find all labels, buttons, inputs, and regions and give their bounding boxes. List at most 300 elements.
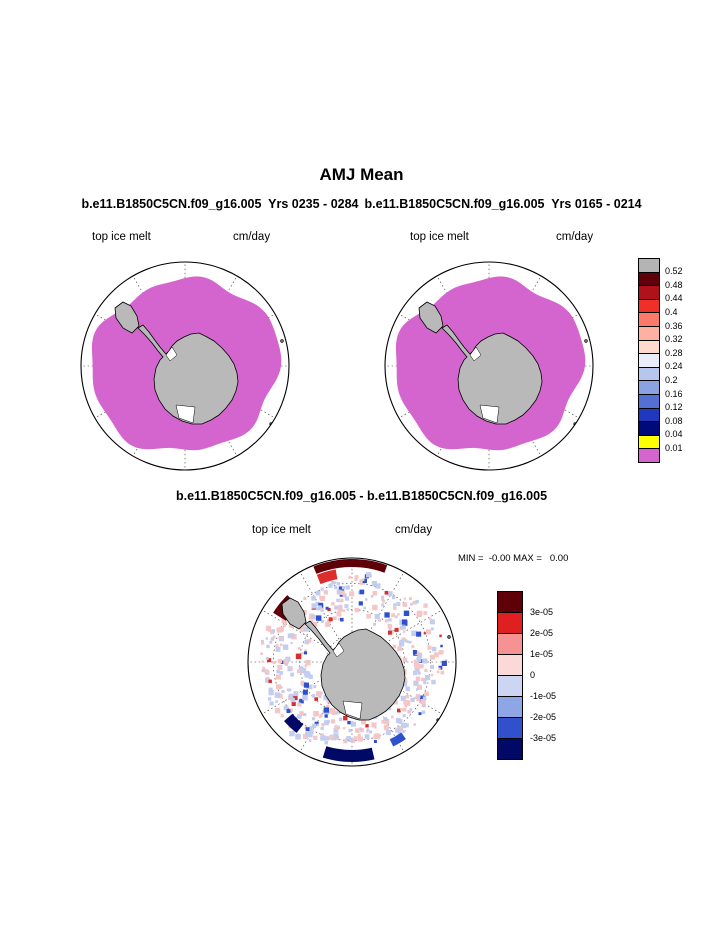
diff-speckle — [329, 710, 333, 714]
diff-speckle — [289, 694, 293, 698]
diff-speckle — [409, 597, 412, 600]
map-content — [81, 262, 289, 470]
diff-speckle — [393, 603, 396, 606]
diff-speckle — [381, 596, 384, 599]
diff-speckle — [343, 727, 346, 730]
diff-speckle — [269, 641, 272, 644]
diff-speckle — [406, 687, 411, 692]
colorbar-box — [497, 654, 523, 676]
diff-speckle — [440, 645, 443, 648]
diff-speckle — [340, 618, 344, 622]
diff-speckle — [348, 576, 351, 579]
diff-speckle — [266, 645, 270, 649]
diff-speckle — [313, 711, 319, 717]
minmax-label: MIN = -0.00 MAX = 0.00 — [458, 553, 569, 564]
colorbar-box — [497, 633, 523, 655]
diff-speckle — [336, 712, 338, 714]
diff-speckle — [366, 614, 371, 619]
diff-speckle — [365, 598, 368, 601]
case-label-difference: b.e11.B1850C5CN.f09_g16.005 - b.e11.B1850C5CN.f09_g16.005 — [175, 489, 548, 503]
diff-speckle — [343, 610, 345, 612]
diff-speckle — [277, 665, 282, 670]
diff-speckle — [336, 599, 340, 603]
colorbar-box — [638, 380, 660, 395]
colorbar-box — [638, 435, 660, 450]
diff-speckle — [321, 588, 324, 591]
diff-speckle — [314, 697, 318, 701]
colorbar-tick-label: 0.2 — [665, 374, 678, 385]
diff-speckle — [349, 591, 354, 596]
diff-speckle — [424, 669, 427, 672]
diff-speckle — [316, 591, 321, 596]
diff-speckle — [264, 669, 268, 673]
diff-speckle — [426, 629, 431, 634]
diff-speckle — [334, 726, 338, 730]
diff-speckle — [391, 716, 394, 719]
diff-speckle — [312, 694, 316, 698]
diff-speckle — [283, 645, 288, 650]
map-content — [248, 558, 456, 766]
diff-speckle — [423, 681, 426, 684]
island-speck — [281, 340, 284, 343]
diff-speckle — [276, 647, 281, 652]
diff-speckle — [381, 720, 385, 724]
diff-speckle — [374, 726, 376, 728]
diff-speckle — [266, 626, 271, 631]
diff-speckle — [275, 692, 280, 697]
diff-speckle — [324, 707, 329, 712]
diff-speckle — [411, 698, 415, 702]
diff-speckle — [403, 730, 405, 732]
diff-speckle — [385, 591, 389, 595]
diff-speckle — [343, 716, 347, 720]
diff-speckle — [374, 740, 377, 743]
diff-speckle — [281, 714, 284, 717]
colorbar-box — [497, 738, 523, 760]
diff-speckle — [397, 613, 399, 615]
island-speck — [585, 340, 588, 343]
diff-speckle — [337, 582, 340, 585]
diff-feature-patch — [323, 746, 375, 762]
diff-speckle — [281, 690, 284, 693]
diff-speckle — [441, 671, 445, 675]
colorbar-box — [638, 408, 660, 423]
colorbar-tick-label: 1e-05 — [530, 648, 554, 659]
diff-speckle — [321, 733, 324, 736]
diff-speckle — [340, 591, 345, 596]
diff-speckle — [334, 607, 336, 609]
diff-speckle — [338, 618, 340, 620]
diff-speckle — [271, 637, 274, 640]
map-panel-difference — [242, 552, 462, 772]
colorbar-box — [497, 675, 523, 697]
diff-speckle — [329, 735, 334, 740]
diff-speckle — [298, 647, 301, 650]
diff-speckle — [347, 609, 349, 611]
colorbar-box — [638, 299, 660, 314]
colorbar-tick-label: 0.52 — [665, 266, 683, 277]
diff-speckle — [260, 652, 263, 655]
diff-speckle — [403, 658, 408, 663]
diff-speckle — [272, 629, 276, 633]
diff-speckle — [266, 657, 269, 660]
diff-speckle — [328, 584, 332, 588]
diff-speckle — [404, 611, 409, 616]
diff-speckle — [304, 683, 309, 688]
diff-speckle — [386, 730, 391, 735]
diff-speckle — [319, 714, 322, 717]
diff-speckle — [442, 661, 447, 666]
diff-speckle — [416, 688, 419, 691]
diff-speckle — [295, 734, 301, 740]
colorbar-tick-label: 0.16 — [665, 388, 683, 399]
diff-speckle — [276, 684, 281, 689]
diff-speckle — [305, 660, 310, 665]
diff-speckle — [355, 728, 360, 733]
colorbar-tick-label: -1e-05 — [530, 690, 557, 701]
colorbar-box — [497, 696, 523, 718]
diff-speckle — [378, 619, 381, 622]
diff-speckle — [303, 690, 308, 695]
diff-speckle — [410, 603, 413, 606]
diff-speckle — [419, 712, 422, 715]
diff-speckle — [276, 675, 281, 680]
diff-speckle — [403, 630, 406, 633]
diff-speckle — [358, 734, 361, 737]
diff-speckle — [262, 669, 265, 672]
diff-speckle — [403, 708, 407, 712]
diff-speckle — [349, 738, 354, 743]
diff-speckle — [393, 607, 397, 611]
colorbar-tick-label: 0.04 — [665, 429, 683, 440]
diff-speckle — [414, 723, 417, 726]
diff-speckle — [409, 641, 412, 644]
diff-speckle — [373, 591, 378, 596]
diff-speckle — [402, 619, 407, 624]
diff-speckle — [422, 711, 426, 715]
diff-speckle — [362, 578, 365, 581]
diff-speckle — [270, 701, 274, 705]
diff-speckle — [400, 640, 404, 644]
diff-speckle — [424, 692, 429, 697]
colorbar-box — [638, 258, 660, 273]
diff-speckle — [316, 615, 321, 620]
colorbar-main — [638, 258, 698, 464]
diff-speckle — [403, 714, 406, 717]
diff-speckle — [384, 612, 389, 617]
diff-speckle — [416, 657, 421, 662]
colorbar-box — [638, 421, 660, 436]
diff-speckle — [375, 733, 381, 739]
diff-speckle — [411, 645, 414, 648]
diff-speckle — [367, 728, 370, 731]
diff-speckle — [337, 612, 342, 617]
diff-speckle — [354, 578, 357, 581]
diff-speckle — [344, 604, 348, 608]
field-label-right: top ice melt — [410, 231, 469, 243]
diff-speckle — [312, 717, 315, 720]
diff-speckle — [313, 736, 317, 740]
diff-speckle — [301, 682, 305, 686]
diff-speckle — [411, 631, 417, 637]
colorbar-tick-label: 0.01 — [665, 442, 683, 453]
diff-speckle — [389, 628, 391, 630]
diff-speckle — [329, 617, 333, 621]
diff-speckle — [291, 698, 295, 702]
diff-speckle — [275, 700, 278, 703]
diff-speckle — [351, 722, 356, 727]
diff-speckle — [334, 581, 337, 584]
diff-speckle — [293, 691, 298, 696]
diff-speckle — [324, 590, 328, 594]
diff-speckle — [321, 723, 324, 726]
diff-speckle — [309, 739, 312, 742]
diff-speckle — [339, 718, 343, 722]
diff-speckle — [287, 709, 291, 713]
diff-speckle — [317, 724, 319, 726]
diff-speckle — [297, 703, 301, 707]
diff-speckle — [355, 608, 360, 613]
diff-speckle — [289, 731, 294, 736]
diff-speckle — [290, 673, 294, 677]
diff-speckle — [431, 674, 433, 676]
diff-speckle — [404, 639, 407, 642]
diff-speckle — [406, 695, 409, 698]
diff-speckle — [395, 615, 398, 618]
map-panel-case1 — [75, 256, 295, 476]
diff-speckle — [437, 671, 440, 674]
diff-speckle — [385, 619, 388, 622]
diff-speckle — [318, 605, 322, 609]
diff-speckle — [276, 644, 279, 647]
diff-speckle — [285, 663, 288, 666]
diff-speckle — [410, 708, 413, 711]
diff-speckle — [331, 719, 335, 723]
diff-speckle — [388, 631, 392, 635]
island-speck — [448, 636, 451, 639]
diff-speckle — [360, 590, 365, 595]
diff-speckle — [279, 627, 284, 632]
diff-speckle — [438, 668, 440, 670]
diff-speckle — [396, 602, 400, 606]
diff-speckle — [418, 695, 421, 698]
diff-speckle — [292, 702, 296, 706]
diff-speckle — [423, 704, 426, 707]
diff-speckle — [325, 622, 330, 627]
diff-speckle — [331, 602, 334, 605]
diff-speckle — [296, 654, 302, 660]
colorbar-difference — [497, 591, 567, 761]
diff-speckle — [402, 625, 406, 629]
diff-speckle — [439, 635, 442, 638]
diff-speckle — [391, 613, 395, 617]
diff-speckle — [405, 705, 408, 708]
diff-speckle — [334, 586, 337, 589]
diff-speckle — [388, 591, 393, 596]
colorbar-tick-label: 0.12 — [665, 402, 683, 413]
diff-speckle — [399, 726, 402, 729]
diff-speckle — [372, 605, 377, 610]
diff-speckle — [266, 637, 268, 639]
colorbar-box — [638, 353, 660, 368]
diff-speckle — [275, 708, 280, 713]
diff-speckle — [439, 650, 444, 655]
diff-speckle — [306, 727, 310, 731]
diff-speckle — [348, 729, 351, 732]
diff-speckle — [340, 599, 343, 602]
diff-speckle — [414, 662, 419, 667]
colorbar-tick-label: 0 — [530, 669, 536, 680]
field-label-left: top ice melt — [92, 231, 151, 243]
colorbar-tick-label: 2e-05 — [530, 627, 554, 638]
diff-feature-patch — [390, 732, 406, 746]
diff-speckle — [321, 620, 324, 623]
diff-speckle — [288, 689, 291, 692]
diff-speckle — [405, 723, 409, 727]
diff-speckle — [384, 725, 389, 730]
colorbar-tick-label: 3e-05 — [530, 606, 554, 617]
diff-speckle — [415, 696, 418, 699]
diff-speckle — [326, 607, 329, 610]
diff-speckle — [346, 585, 350, 589]
diff-speckle — [309, 726, 312, 729]
diff-speckle — [306, 673, 311, 678]
colorbar-tick-label: 0.32 — [665, 334, 683, 345]
units-label-left: cm/day — [233, 231, 271, 243]
diff-speckle — [396, 728, 398, 730]
diff-speckle — [431, 627, 434, 630]
diff-speckle — [290, 642, 292, 644]
diff-speckle — [431, 680, 436, 685]
diff-speckle — [299, 711, 304, 716]
diff-speckle — [321, 727, 324, 730]
diff-speckle — [375, 614, 380, 619]
colorbar-box — [638, 448, 660, 463]
colorbar-box — [638, 367, 660, 382]
colorbar-box — [638, 394, 660, 409]
diff-speckle — [278, 659, 282, 663]
colorbar-tick-label: 0.48 — [665, 279, 683, 290]
diff-speckle — [423, 604, 427, 608]
diff-speckle — [290, 667, 293, 670]
diff-speckle — [430, 665, 434, 669]
case-label-right: b.e11.B1850C5CN.f09_g16.005 Yrs 0165 - 0214 — [364, 197, 642, 211]
colorbar-box — [497, 612, 523, 634]
diff-speckle — [373, 623, 376, 626]
diff-speckle — [393, 645, 397, 649]
diff-speckle — [311, 596, 316, 601]
page-title: AMJ Mean — [319, 165, 404, 184]
colorbar-box — [638, 285, 660, 300]
diff-speckle — [262, 660, 264, 662]
diff-speckle — [280, 644, 283, 647]
diff-speckle — [268, 697, 271, 700]
diff-speckle — [283, 624, 286, 627]
diff-speckle — [316, 691, 321, 696]
diff-speckle — [421, 678, 425, 682]
diff-speckle — [434, 652, 439, 657]
diff-speckle — [279, 637, 282, 640]
diff-speckle — [395, 628, 399, 632]
diff-speckle — [325, 714, 328, 717]
diff-speckle — [413, 601, 417, 605]
diff-speckle — [425, 675, 430, 680]
diff-speckle — [304, 651, 307, 654]
diff-speckle — [290, 633, 295, 638]
diff-speckle — [276, 670, 280, 674]
colorbar-tick-label: 0.36 — [665, 320, 683, 331]
colorbar-tick-label: 0.4 — [665, 306, 678, 317]
colorbar-box — [638, 312, 660, 327]
diff-speckle — [307, 639, 311, 643]
field-label-diff: top ice melt — [252, 524, 311, 536]
diff-speckle — [364, 607, 367, 610]
diff-speckle — [360, 727, 363, 730]
diff-speckle — [267, 677, 270, 680]
diff-speckle — [261, 641, 264, 644]
colorbar-box — [497, 591, 523, 613]
diff-speckle — [392, 596, 395, 599]
diff-speckle — [417, 612, 422, 617]
diff-speckle — [365, 734, 370, 739]
colorbar-box — [638, 340, 660, 355]
diff-speckle — [342, 586, 345, 589]
diff-speckle — [403, 700, 408, 705]
diff-speckle — [388, 624, 392, 628]
diff-speckle — [273, 661, 276, 664]
colorbar-tick-label: -2e-05 — [530, 711, 557, 722]
colorbar-tick-label: 0.44 — [665, 293, 683, 304]
diff-speckle — [416, 677, 420, 681]
diff-speckle — [309, 617, 312, 620]
map-content — [385, 262, 593, 470]
units-label-diff: cm/day — [395, 524, 433, 536]
diff-speckle — [397, 646, 402, 651]
diff-speckle — [319, 596, 323, 600]
diff-speckle — [325, 736, 329, 740]
diff-speckle — [305, 649, 307, 651]
diff-speckle — [365, 724, 368, 727]
case-labels-row — [0, 197, 723, 211]
diff-speckle — [269, 690, 274, 695]
units-label-right: cm/day — [556, 231, 594, 243]
colorbar-tick-label: 0.08 — [665, 415, 683, 426]
diff-speckle — [423, 696, 427, 700]
diff-speckle — [427, 646, 431, 650]
map-panel-case2 — [379, 256, 599, 476]
diff-speckle — [416, 632, 421, 637]
diff-speckle — [388, 618, 391, 621]
diff-speckle — [303, 597, 306, 600]
diff-speckle — [400, 708, 403, 711]
diff-speckle — [413, 650, 417, 654]
diff-speckle — [369, 730, 372, 733]
diff-speckle — [311, 615, 316, 620]
diff-speckle — [424, 632, 426, 634]
diff-speckle — [423, 659, 428, 664]
diff-speckle — [279, 671, 283, 675]
diff-speckle — [313, 685, 316, 688]
colorbar-box — [638, 326, 660, 341]
diff-speckle — [375, 583, 380, 588]
diff-speckle — [302, 695, 308, 701]
colorbar-box — [497, 717, 523, 739]
diff-speckle — [432, 647, 437, 652]
diff-speckle — [401, 696, 406, 701]
diff-speckle — [358, 737, 363, 742]
colorbar-box — [638, 272, 660, 287]
diff-speckle — [347, 721, 350, 724]
